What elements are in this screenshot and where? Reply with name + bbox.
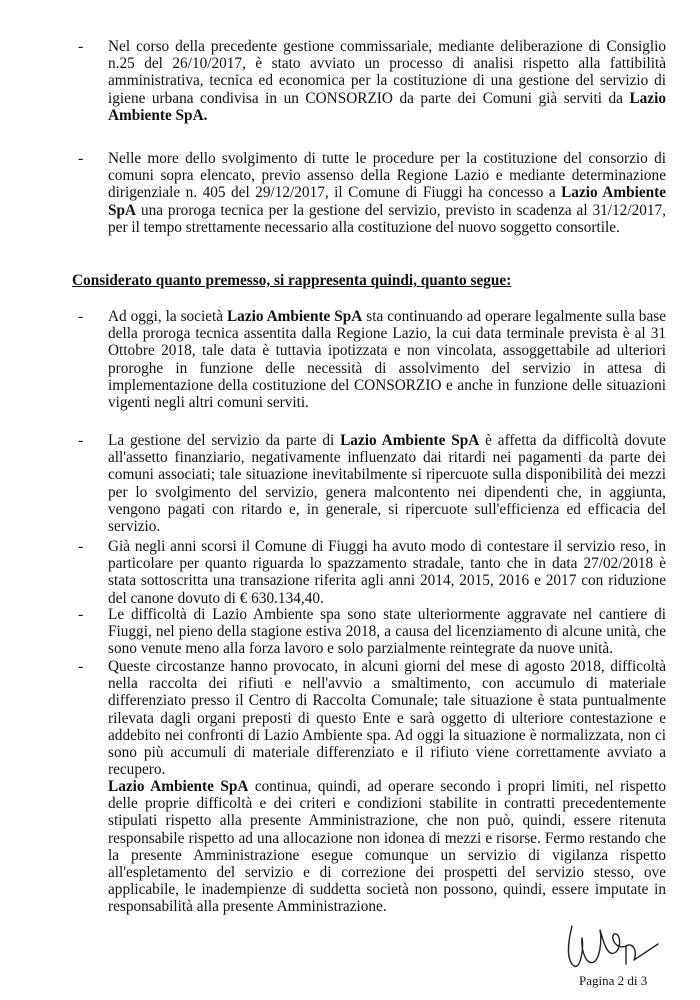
bullet-text: Nelle more dello svolgimento di tutte le procedure per la costituzione del consorzio di comuni sopra elencato, previo assenso della Regione Lazio e mediante determinazione dirigenziale n. 405 del 29/12/2017, il Comune di Fiuggi ha concesso a Lazio Ambiente SpA una proroga tecnica per la gestione del servizio, previsto in scadenza al 31/12/2017, per il tempo strettamente necessario alla costituzione del nuovo soggetto consortile. xyxy=(108,150,667,236)
page-number: Pagina 2 di 3 xyxy=(579,973,648,988)
bullet-dash: - xyxy=(78,606,84,623)
bullet-dash: - xyxy=(78,658,84,675)
bullet-dash: - xyxy=(78,150,84,167)
bullet-dash: - xyxy=(78,538,84,555)
bullet-ad-oggi xyxy=(78,308,666,412)
bullet-text: Le difficoltà di Lazio Ambiente spa sono state ulteriormente aggravate nel cantiere di Fiuggi, nel pieno della stagione estiva 2018, a causa del licenziamento di alcune unità, che sono venute meno alla forza lavoro e solo parzialmente reintegrate da nuove unità. xyxy=(108,606,666,658)
section-heading: Considerato quanto premesso, si rappresenta quindi, quanto segue: xyxy=(72,272,512,289)
bullet-dash: - xyxy=(78,432,84,449)
bullet-gestione-servizio xyxy=(78,432,666,536)
bullet-difficolta xyxy=(78,606,666,658)
final-paragraph: Lazio Ambiente SpA continua, quindi, ad operare secondo i propri limiti, nel rispetto delle proprie difficoltà e dei criteri e condizioni stabilite in contratti precedentemente stipulati rispetto alla presente Amministrazione, che non può, quindi, essere ritenuta responsabile rispetto ad una allocazione non idonea di mezzi e risorse. Fermo restando che la presente Amministrazione esegue comunque un servizio di vigilanza rispetto all'espletamento del servizio e di correzione dei prospetti del servizio stesso, ove applicabile, le inadempienze di suddetta società non possono, quindi, essere imputate in responsabilità alla presente Amministrazione. xyxy=(108,778,666,916)
bullet-dash: - xyxy=(78,308,84,325)
bullet-anni-scorsi xyxy=(78,538,666,607)
bullet-proroga-tecnica xyxy=(78,150,667,236)
bullet-text: Nel corso della precedente gestione commissariale, mediante deliberazione di Consiglio n.25 del 26/10/2017, è stato avviato un processo di analisi rispetto alla fattibilità amministrativa, tecnica ed economica per la costituzione di una gestione del servizio di igiene urbana condivisa in un CONSORZIO da parte dei Comuni già serviti da Lazio Ambiente SpA. xyxy=(108,38,666,124)
signature-mark xyxy=(560,920,665,970)
bullet-text: Queste circostanze hanno provocato, in alcuni giorni del mese di agosto 2018, difficoltà nella raccolta dei rifiuti e nell'avvio a smaltimento, con accumulo di materiale differenziato presso il Centro di Raccolta Comunale; tale situazione è stata puntualmente rilevata dagli organi preposti di questo Ente e sarà oggetto di ulteriore contestazione e addebito nei confronti di Lazio Ambiente spa. Ad oggi la situazione è normalizzata, non ci sono più accumuli di materiale differenziato e il rifiuto viene correttamente avviato a recupero. xyxy=(108,658,666,779)
bullet-text: La gestione del servizio da parte di Lazio Ambiente SpA è affetta da difficoltà dovute all'assetto finanziario, negativamente influenzato dai ritardi nei pagamenti da parte dei comuni associati; tale situazione inevitabilmente si ripercuote sulla disponibilità dei mezzi per lo svolgimento del servizio, genera malcontento nei dipendenti che, in aggiunta, vengono pagati con ritardo e, in generale, si ripercuote sull'efficienza ed efficacia del servizio. xyxy=(108,432,666,536)
bullet-dash: - xyxy=(78,38,84,55)
bullet-gestione-commissariale xyxy=(78,38,666,124)
bullet-text: Ad oggi, la società Lazio Ambiente SpA sta continuando ad operare legalmente sulla base della proroga tecnica assentita dalla Regione Lazio, la cui data terminale prevista è al 31 Ottobre 2018, tale data è tuttavia ipotizzata e non vincolata, assoggettabile ad ulteriori proroghe in funzione delle necessità di assolvimento del servizio in attesa di implementazione della costituzione del CONSORZIO e anche in funzione delle situazioni vigenti negli altri comuni serviti. xyxy=(108,308,666,412)
bullet-text: Già negli anni scorsi il Comune di Fiuggi ha avuto modo di contestare il servizio reso, in particolare per quanto riguarda lo spazzamento stradale, tanto che in data 27/02/2018 è stata sottoscritta una transazione riferita agli anni 2014, 2015, 2016 e 2017 con riduzione del canone dovuto di € 630.134,40. xyxy=(108,538,666,607)
bullet-circostanze xyxy=(78,658,666,779)
